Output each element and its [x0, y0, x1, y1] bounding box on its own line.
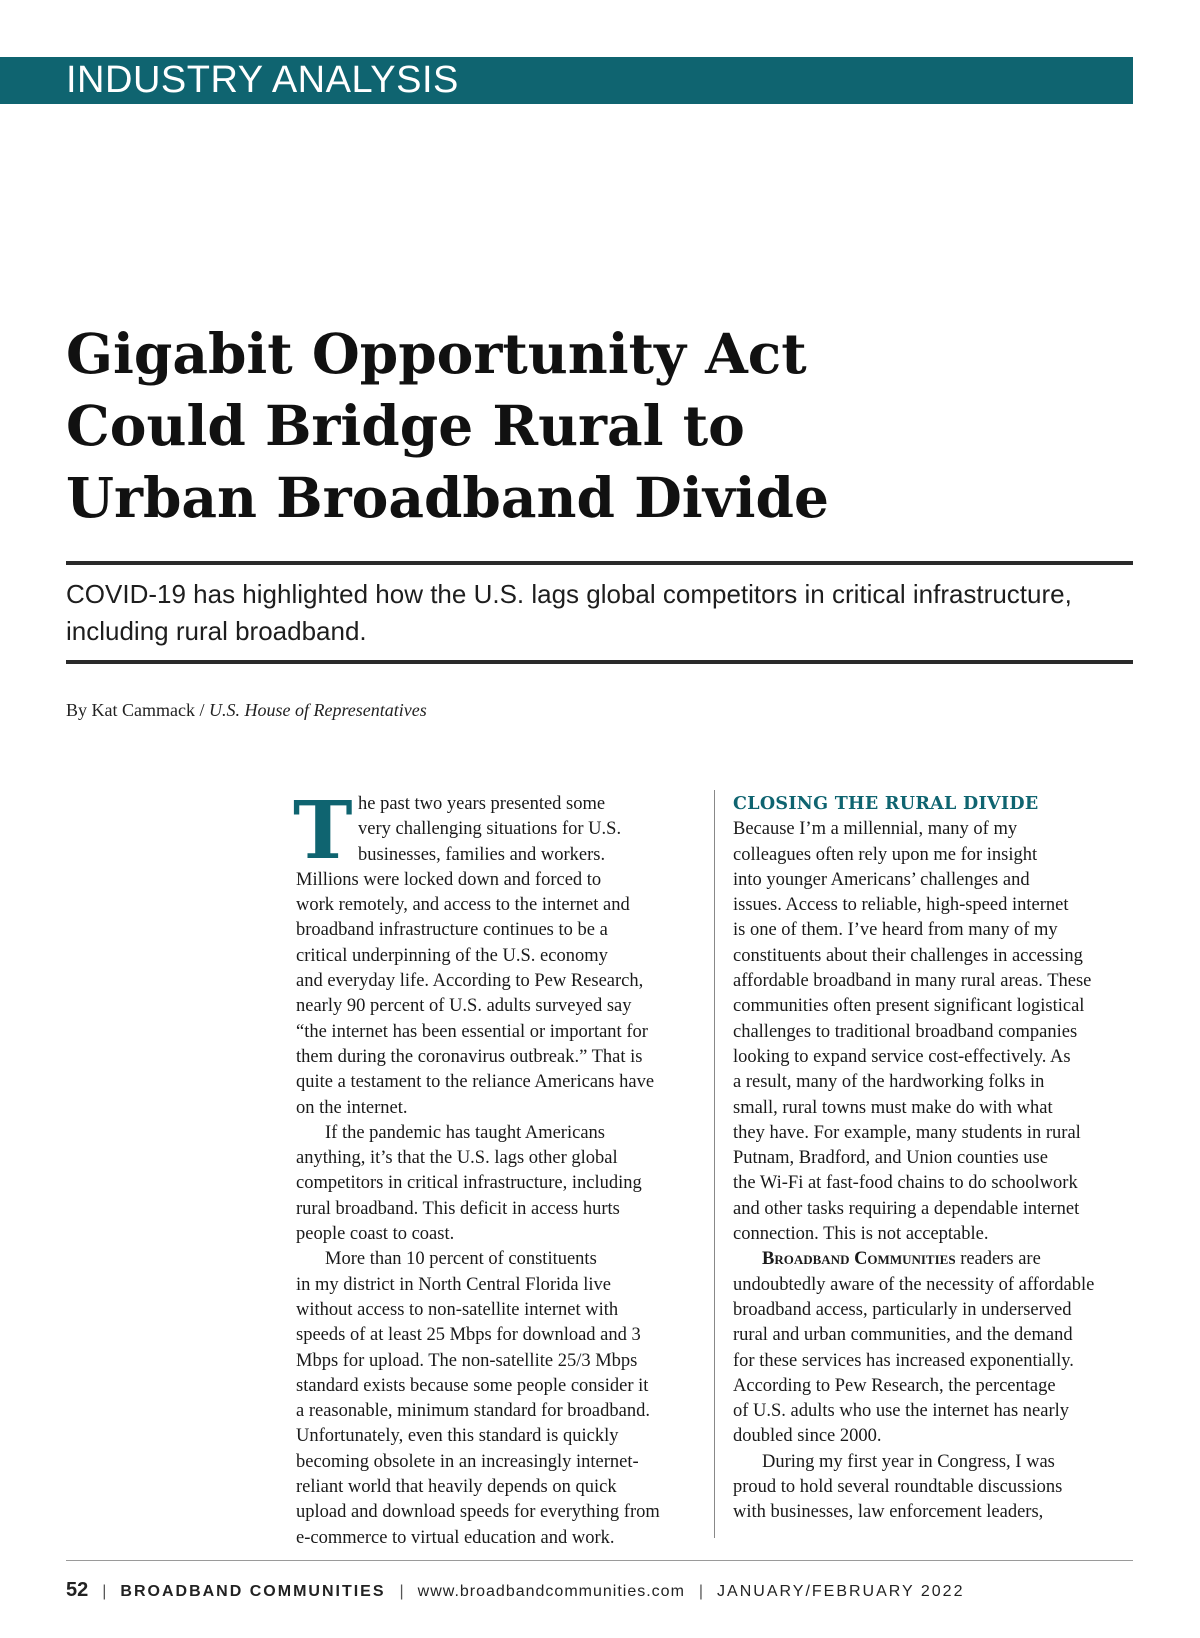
body-line: issues. Access to reliable, high-speed internet	[733, 895, 1069, 916]
deck-bottom-rule	[66, 660, 1133, 664]
body-line: upload and download speeds for everything from	[296, 1502, 660, 1523]
body-line: for these services has increased exponentially.	[733, 1350, 1074, 1371]
body-line: Millions were locked down and forced to	[296, 869, 602, 890]
body-line: broadband access, particularly in underserved	[733, 1299, 1072, 1320]
page-number: 52	[66, 1579, 89, 1601]
headline-line: Could Bridge Rural to	[66, 393, 745, 458]
body-line: More than 10 percent of constituents	[325, 1249, 597, 1270]
body-line: challenges to traditional broadband companies	[733, 1021, 1078, 1042]
body-line: businesses, families and workers.	[358, 844, 606, 865]
deck-top-rule	[66, 561, 1133, 565]
footer-issue-date: JANUARY/FEBRUARY 2022	[717, 1583, 965, 1600]
body-line: If the pandemic has taught Americans	[325, 1122, 605, 1143]
body-line: and everyday life. According to Pew Research,	[296, 971, 644, 992]
body-line: in my district in North Central Florida live	[296, 1274, 611, 1295]
headline-line: Gigabit Opportunity Act	[66, 321, 807, 386]
article-deck	[66, 576, 1136, 650]
body-line: doubled since 2000.	[733, 1426, 882, 1447]
body-line: nearly 90 percent of U.S. adults surveyed say	[296, 996, 632, 1017]
body-line: speeds of at least 25 Mbps for download and 3	[296, 1325, 641, 1346]
body-line: colleagues often rely upon me for insight	[733, 844, 1038, 865]
body-line: e-commerce to virtual education and work.	[296, 1527, 615, 1548]
body-line: affordable broadband in many rural areas. These	[733, 971, 1092, 992]
body-line: proud to hold several roundtable discussions	[733, 1477, 1063, 1498]
body-line: According to Pew Research, the percentage	[733, 1375, 1056, 1396]
body-line: he past two years presented some	[358, 794, 606, 814]
body-line	[733, 1247, 1143, 1272]
body-line: Mbps for upload. The non-satellite 25/3 Mbps	[296, 1350, 638, 1371]
body-line: reliant world that heavily depends on quick	[296, 1477, 617, 1498]
body-line: work remotely, and access to the internet and	[296, 895, 630, 916]
body-line: of U.S. adults who use the internet has nearly	[733, 1401, 1070, 1422]
body-line: rural and urban communities, and the demand	[733, 1325, 1073, 1346]
body-line: competitors in critical infrastructure, including	[296, 1173, 642, 1194]
footer-url: www.broadbandcommunities.com	[417, 1583, 685, 1600]
body-line: During my first year in Congress, I was	[762, 1451, 1055, 1472]
body-line: Putnam, Bradford, and Union counties use	[733, 1148, 1048, 1169]
body-line: constituents about their challenges in accessing	[733, 945, 1083, 966]
deck-line: COVID-19 has highlighted how the U.S. lags global competitors in critical infrastructure,	[66, 579, 1072, 609]
section-label: INDUSTRY ANALYSIS	[66, 59, 459, 101]
body-line: Unfortunately, even this standard is quickly	[296, 1426, 619, 1447]
publication-name: Broadband Communities	[762, 1249, 956, 1270]
body-line: a reasonable, minimum standard for broadband.	[296, 1401, 650, 1422]
body-line: “the internet has been essential or important for	[296, 1021, 648, 1042]
footer-rule	[66, 1560, 1133, 1561]
body-line: quite a testament to the reliance Americans have	[296, 1072, 655, 1093]
byline-affiliation: U.S. House of Representatives	[208, 700, 427, 720]
body-line: on the internet.	[296, 1097, 408, 1118]
body-line: into younger Americans’ challenges and	[733, 869, 1030, 890]
body-line: a result, many of the hardworking folks in	[733, 1072, 1045, 1093]
body-line: looking to expand service cost-effectively. As	[733, 1046, 1071, 1067]
byline-author: By Kat Cammack /	[66, 700, 209, 720]
footer-publication: BROADBAND COMMUNITIES	[120, 1583, 386, 1600]
body-line: communities often present significant logistical	[733, 996, 1085, 1017]
body-line: without access to non-satellite internet with	[296, 1299, 619, 1320]
body-line: anything, it’s that the U.S. lags other global	[296, 1148, 618, 1169]
body-line: very challenging situations for U.S.	[358, 819, 622, 840]
body-line: rural broadband. This deficit in access hurts	[296, 1198, 620, 1219]
body-line: people coast to coast.	[296, 1224, 455, 1245]
body-line: standard exists because some people consider it	[296, 1375, 649, 1396]
body-line: they have. For example, many students in rural	[733, 1122, 1081, 1143]
footer-separator: |	[399, 1583, 404, 1600]
body-line: them during the coronavirus outbreak.” That is	[296, 1046, 643, 1067]
drop-cap: T	[293, 783, 353, 877]
column-divider	[714, 790, 715, 1538]
body-line: and other tasks requiring a dependable internet	[733, 1198, 1080, 1219]
body-line: broadband infrastructure continues to be a	[296, 920, 608, 941]
body-line: connection. This is not acceptable.	[733, 1224, 989, 1245]
body-line: with businesses, law enforcement leaders,	[733, 1502, 1044, 1523]
body-column-left	[293, 783, 706, 1551]
body-line: is one of them. I’ve heard from many of my	[733, 920, 1058, 941]
byline	[66, 700, 427, 721]
section-subhead: CLOSING THE RURAL DIVIDE	[733, 794, 1039, 814]
footer-separator: |	[102, 1583, 107, 1600]
body-text: readers are	[955, 1249, 1041, 1270]
body-line: becoming obsolete in an increasingly internet-	[296, 1451, 639, 1472]
body-line: the Wi-Fi at fast-food chains to do schoolwork	[733, 1173, 1078, 1194]
deck-line: including rural broadband.	[66, 616, 367, 646]
headline-line: Urban Broadband Divide	[66, 465, 829, 530]
footer-separator: |	[698, 1583, 704, 1600]
page-footer	[66, 1579, 964, 1602]
body-line: small, rural towns must make do with what	[733, 1097, 1053, 1118]
section-header-bar	[0, 57, 1133, 104]
body-line: undoubtedly aware of the necessity of affordable	[733, 1274, 1095, 1295]
body-column-right	[733, 792, 1143, 1526]
article-headline	[66, 318, 1126, 534]
body-line: critical underpinning of the U.S. economy	[296, 945, 608, 966]
body-line: Because I’m a millennial, many of my	[733, 819, 1018, 840]
